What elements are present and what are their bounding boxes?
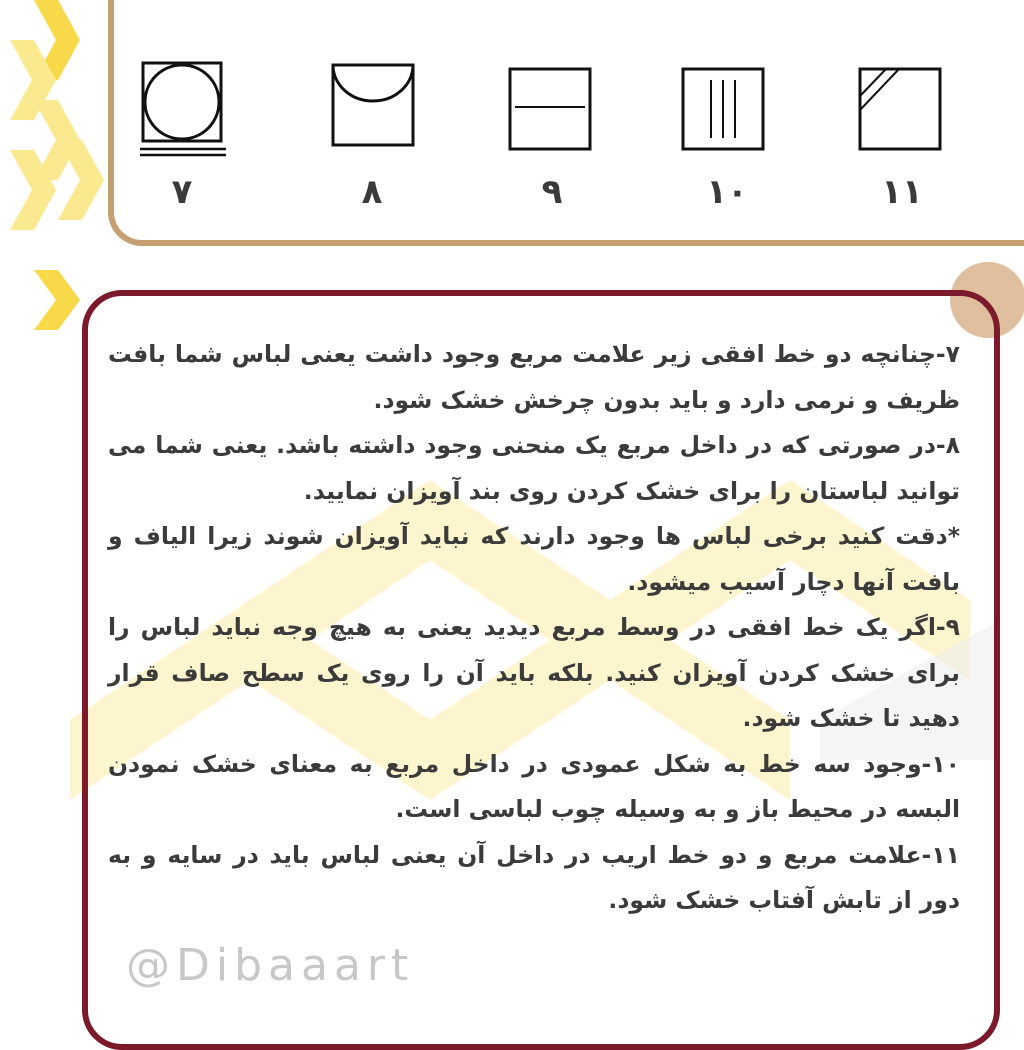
symbol-number-7: ۷ (171, 172, 193, 212)
symbol-10 (680, 66, 764, 152)
paragraph-9: ۹-اگر یک خط افقی در وسط مربع دیدید یعنی به هیچ وجه نباید لباس را برای خشک کردن آویزان کنید. بلکه باید آن را روی یک سطح صاف قرار دهید تا خشک شود. (108, 613, 960, 732)
dry-flat-line-icon (507, 66, 593, 152)
paragraph-8: ۸-در صورتی که در داخل مربع یک منحنی وجود داشته باشد. یعنی شما می توانید لباستان را برای خشک کردن روی بند آویزان نمایید. (108, 431, 960, 505)
dry-flat-circle-double-line-icon (140, 60, 226, 160)
symbol-number-10: ۱۰ (706, 172, 748, 212)
watermark: @Dibaaart (126, 940, 415, 991)
symbol-9 (507, 66, 591, 152)
paragraph-10: ۱۰-وجود سه خط به شکل عمودی در داخل مربع به معنای خشک نمودن البسه در محیط باز و به وسیله چوب لباسی است. (108, 749, 960, 823)
symbol-number-8: ۸ (361, 172, 383, 212)
paragraph-note: *دقت کنید برخی لباس ها وجود دارند که نباید آویزان شوند زیرا الیاف و بافت آنها دچار آسیب میشود. (108, 522, 960, 596)
symbol-8 (330, 62, 414, 148)
drip-dry-vertical-lines-icon (680, 66, 766, 152)
symbol-7 (140, 60, 224, 160)
instructions-text (108, 332, 960, 924)
paragraph-7: ۷-چنانچه دو خط افقی زیر علامت مربع وجود داشت یعنی لباس شما بافت ظریف و نرمی دارد و باید بدون چرخش خشک شود. (108, 340, 960, 414)
line-dry-curve-icon (330, 62, 416, 148)
symbol-number-11: ۱۱ (881, 172, 923, 212)
dry-in-shade-diagonal-lines-icon (857, 66, 943, 152)
symbol-number-9: ۹ (541, 172, 563, 212)
paragraph-11: ۱۱-علامت مربع و دو خط اریب در داخل آن یعنی لباس باید در سایه و به دور از تابش آفتاب خشک شود. (108, 840, 960, 914)
symbol-11 (857, 66, 941, 152)
